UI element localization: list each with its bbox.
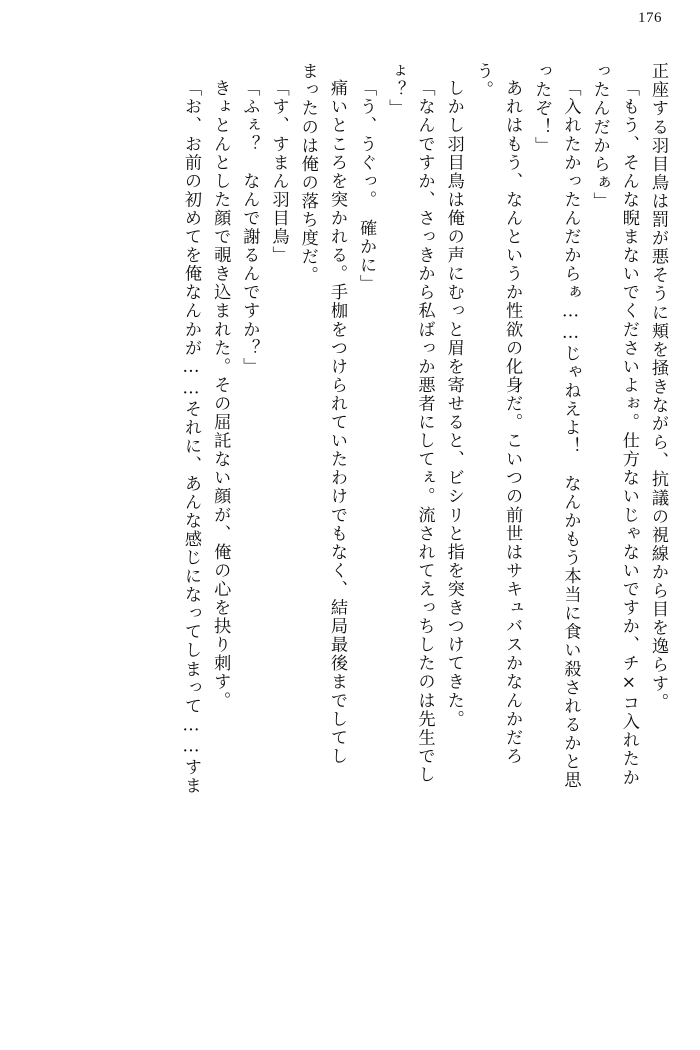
text-line: 「なんですか、さっきから私ばっか悪者にしてぇ。流されてえっちしたのは先生でし <box>414 79 435 784</box>
text-line: 痛いところを突かれる。手枷をつけられていたわけでもなく、結局最後までしてし <box>326 79 347 766</box>
text-line: 正座する羽目鳥は罰が悪そうに頬を掻きながら、抗議の視線から目を逸らす。 <box>648 62 668 712</box>
text-line: 「う、うぐっ。 確かに」 <box>356 79 377 293</box>
text-line: ったんだからぁ」 <box>589 62 610 211</box>
vertical-text-body <box>34 62 666 1014</box>
text-line: きょとんとした顔で覗き込まれた。その屈託ない顔が、俺の心を抉り刺す。 <box>210 79 231 710</box>
text-line: 「す、すまん羽目鳥」 <box>268 79 289 265</box>
text-line: 「ふぇ？ なんで謝るんですか？」 <box>239 79 260 376</box>
text-line: 「入れたかったんだからぁ……じゃねえよ！ なんかもう本当に食い殺されるかと思 <box>560 79 581 790</box>
text-line: ょ？」 <box>385 62 406 118</box>
text-line: 「もう、そんな睨まないでくださいよぉ。仕方ないじゃないですか、チ×コ入れたか <box>618 79 639 787</box>
text-line: あれはもう、なんというか性欲の化身だ。こいつの前世はサキュバスかなんかだろ <box>502 79 523 766</box>
text-line: う。 <box>472 62 493 100</box>
text-line: まったのは俺の落ち度だ。 <box>297 62 318 285</box>
page-number: 176 <box>638 10 662 26</box>
text-line: ったぞ！」 <box>531 62 552 155</box>
text-line: 「お、お前の初めてを俺なんかが……それに、あんな感じになってしまって……すま <box>181 79 201 796</box>
text-line: しかし羽目鳥は俺の声にむっと眉を寄せると、ビシリと指を突きつけてきた。 <box>443 79 464 729</box>
